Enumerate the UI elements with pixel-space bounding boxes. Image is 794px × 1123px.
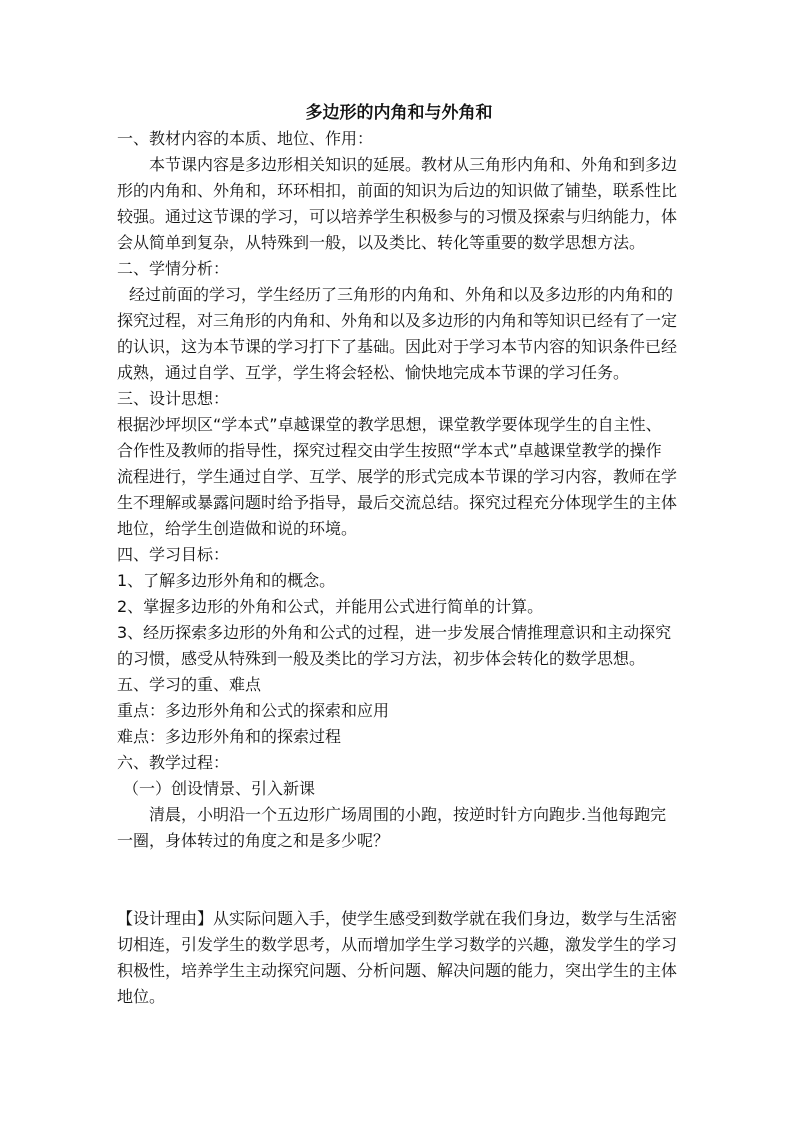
paragraph-line: 生不理解或暴露问题时给予指导，最后交流总结。探究过程充分体现学生的主体 (117, 493, 678, 512)
paragraph-line: 本节课内容是多边形相关知识的延展。教材从三角形内角和、外角和到多边 (149, 155, 678, 174)
paragraph-line: 根据沙坪坝区“学本式”卓越课堂的教学思想，课堂教学要体现学生的自主性、 (117, 415, 662, 434)
paragraph-line: 一圈，身体转过的角度之和是多少呢？ (117, 831, 390, 850)
paragraph-line: 切相连，引发学生的数学思考，从而增加学生学习数学的兴趣，激发学生的学习 (117, 935, 678, 954)
section-heading-learning-goals: 四、学习目标： (117, 545, 230, 564)
goal-item: 2、掌握多边形的外角和公式，并能用公式进行简单的计算。 (117, 597, 544, 616)
document-title: 多边形的内角和与外角和 (305, 103, 493, 123)
paragraph-line: 会从简单到复杂，从特殊到一般，以及类比、转化等重要的数学思想方法。 (117, 233, 646, 252)
paragraph-line: 积极性，培养学生主动探究问题、分析问题、解决问题的能力，突出学生的主体 (117, 961, 678, 980)
paragraph-line: 经过前面的学习，学生经历了三角形的内角和、外角和以及多边形的内角和的 (129, 285, 674, 304)
paragraph-line: 形的内角和、外角和，环环相扣，前面的知识为后边的知识做了铺垫，联系性比 (117, 181, 678, 200)
goal-item: 3、经历探索多边形的外角和公式的过程，进一步发展合情推理意识和主动探究 (117, 623, 672, 642)
sub-heading-introduction: （一）创设情景、引入新课 (123, 779, 316, 798)
section-heading-student-analysis: 二、学情分析： (117, 259, 230, 278)
section-heading-textbook: 一、教材内容的本质、地位、作用： (117, 129, 374, 148)
paragraph-line: 成熟，通过自学、互学，学生将会轻松、愉快地完成本节课的学习任务。 (117, 363, 630, 382)
paragraph-line: 流程进行，学生通过自学、互学、展学的形式完成本节课的学习内容，教师在学 (117, 467, 678, 486)
paragraph-line: 的认识，这为本节课的学习打下了基础。因此对于学习本节内容的知识条件已经 (117, 337, 678, 356)
paragraph-line: 合作性及教师的指导性，探究过程交由学生按照“学本式”卓越课堂教学的操作 (117, 441, 662, 460)
design-reason-line: 【设计理由】从实际问题入手，使学生感受到数学就在我们身边，数学与生活密 (117, 909, 678, 928)
document-page (117, 100, 681, 1010)
goal-item: 1、了解多边形外角和的概念。 (117, 571, 336, 590)
section-heading-key-points: 五、学习的重、难点 (117, 675, 262, 694)
paragraph-line: 较强。通过这节课的学习，可以培养学生积极参与的习惯及探索与归纳能力，体 (117, 207, 678, 226)
goal-item-continued: 的习惯，感受从特殊到一般及类比的学习方法，初步体会转化的数学思想。 (117, 649, 646, 668)
section-heading-design-idea: 三、设计思想： (117, 389, 230, 408)
paragraph-line: 清晨，小明沿一个五边形广场周围的小跑，按逆时针方向跑步.当他每跑完 (149, 805, 667, 824)
section-heading-teaching-process: 六、教学过程： (117, 753, 230, 772)
paragraph-line: 地位，给学生创造做和说的环境。 (117, 519, 358, 538)
difficult-point: 难点：多边形外角和的探索过程 (117, 727, 342, 746)
blank-space (117, 854, 681, 906)
paragraph-line: 探究过程，对三角形的内角和、外角和以及多边形的内角和等知识已经有了一定 (117, 311, 678, 330)
paragraph-line: 地位。 (117, 987, 166, 1006)
key-point: 重点：多边形外角和公式的探索和应用 (117, 701, 390, 720)
